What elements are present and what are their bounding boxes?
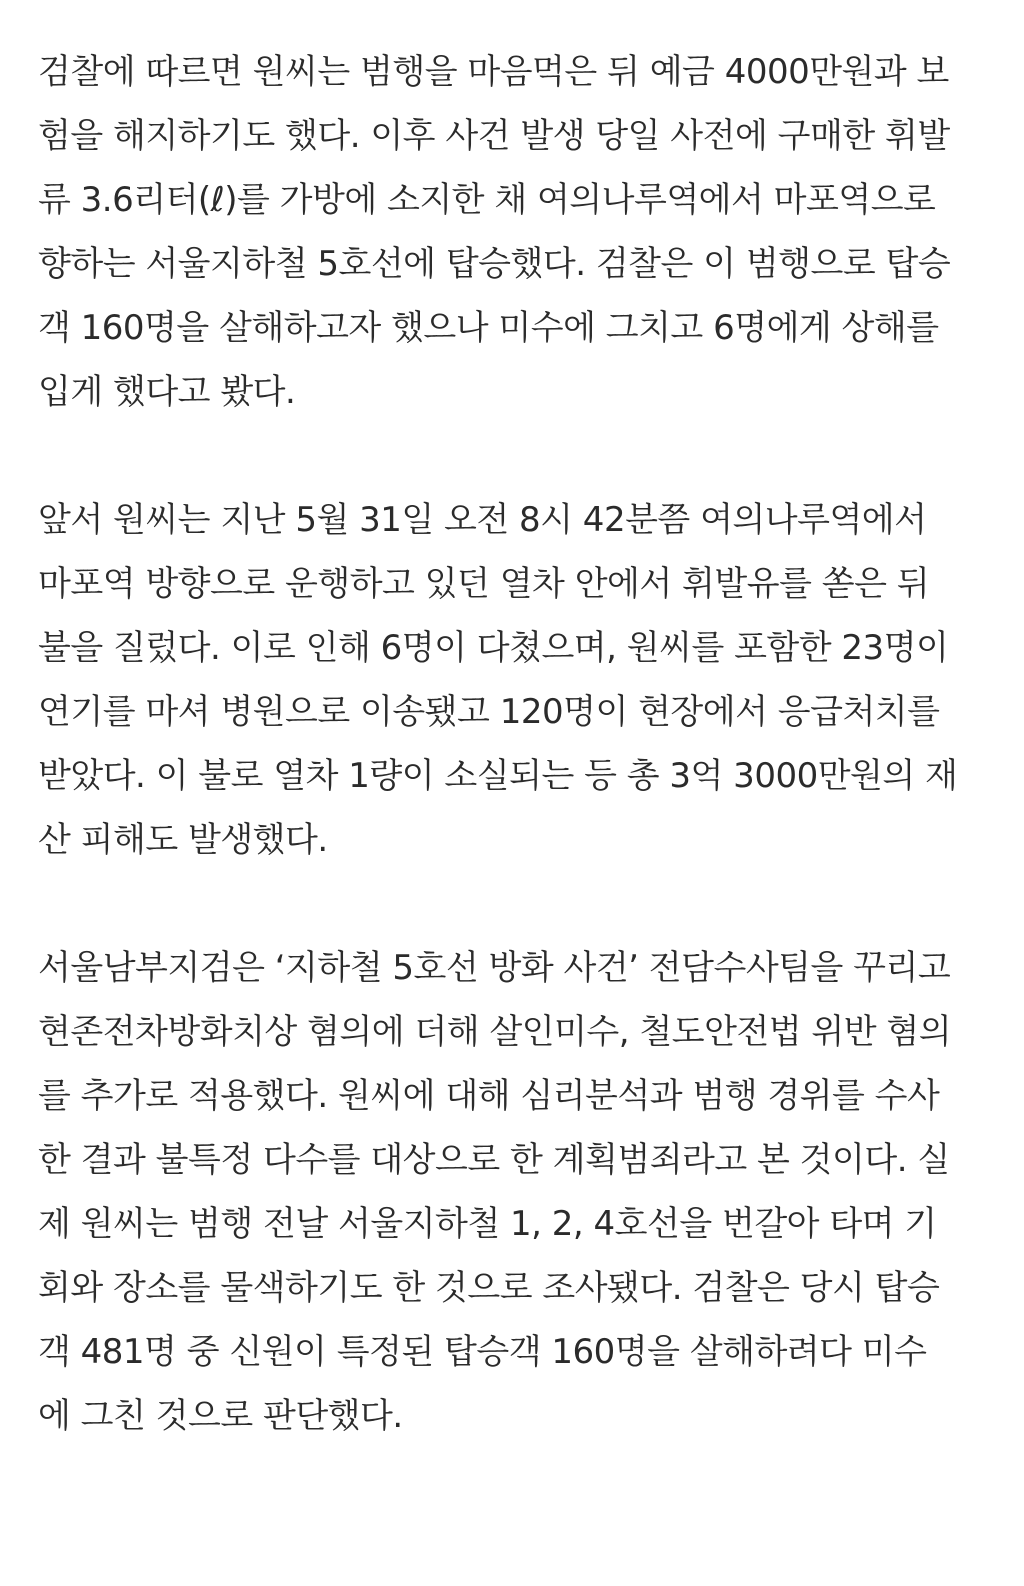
text-line: 험을 해지하기도 했다. 이후 사건 발생 당일 사전에 구매한 휘발 [38,116,950,156]
paragraph-2 [38,488,986,872]
text-line: 검찰에 따르면 원씨는 범행을 마음먹은 뒤 예금 4000만원과 보 [38,52,949,92]
text-line: 마포역 방향으로 운행하고 있던 열차 안에서 휘발유를 쏟은 뒤 [38,564,930,604]
text-line: 한 결과 불특정 다수를 대상으로 한 계획범죄라고 본 것이다. 실 [38,1140,950,1180]
text-line: 현존전차방화치상 혐의에 더해 살인미수, 철도안전법 위반 혐의 [38,1012,952,1052]
text-line: 류 3.6리터(ℓ)를 가방에 소지한 채 여의나루역에서 마포역으로 [38,180,936,220]
text-line: 받았다. 이 불로 열차 1량이 소실되는 등 총 3억 3000만원의 재 [38,756,958,796]
text-line: 회와 장소를 물색하기도 한 것으로 조사됐다. 검찰은 당시 탑승 [38,1268,940,1308]
text-line: 입게 했다고 봤다. [38,372,296,412]
text-line: 향하는 서울지하철 5호선에 탑승했다. 검찰은 이 범행으로 탑승 [38,244,951,284]
text-line: 객 160명을 살해하고자 했으나 미수에 그치고 6명에게 상해를 [38,308,939,348]
text-line: 서울남부지검은 ‘지하철 5호선 방화 사건’ 전담수사팀을 꾸리고 [38,948,951,988]
text-line: 제 원씨는 범행 전날 서울지하철 1, 2, 4호선을 번갈아 타며 기 [38,1204,937,1244]
text-line: 불을 질렀다. 이로 인해 6명이 다쳤으며, 원씨를 포함한 23명이 [38,628,949,668]
text-line: 를 추가로 적용했다. 원씨에 대해 심리분석과 범행 경위를 수사 [38,1076,940,1116]
paragraph-3 [38,936,986,1448]
text-line: 에 그친 것으로 판단했다. [38,1396,403,1436]
paragraph-1 [38,40,986,424]
text-line: 연기를 마셔 병원으로 이송됐고 120명이 현장에서 응급처치를 [38,692,940,732]
text-line: 산 피해도 발생했다. [38,820,328,860]
text-line: 객 481명 중 신원이 특정된 탑승객 160명을 살해하려다 미수 [38,1332,927,1372]
article-body [38,40,986,1512]
text-line: 앞서 원씨는 지난 5월 31일 오전 8시 42분쯤 여의나루역에서 [38,500,927,540]
